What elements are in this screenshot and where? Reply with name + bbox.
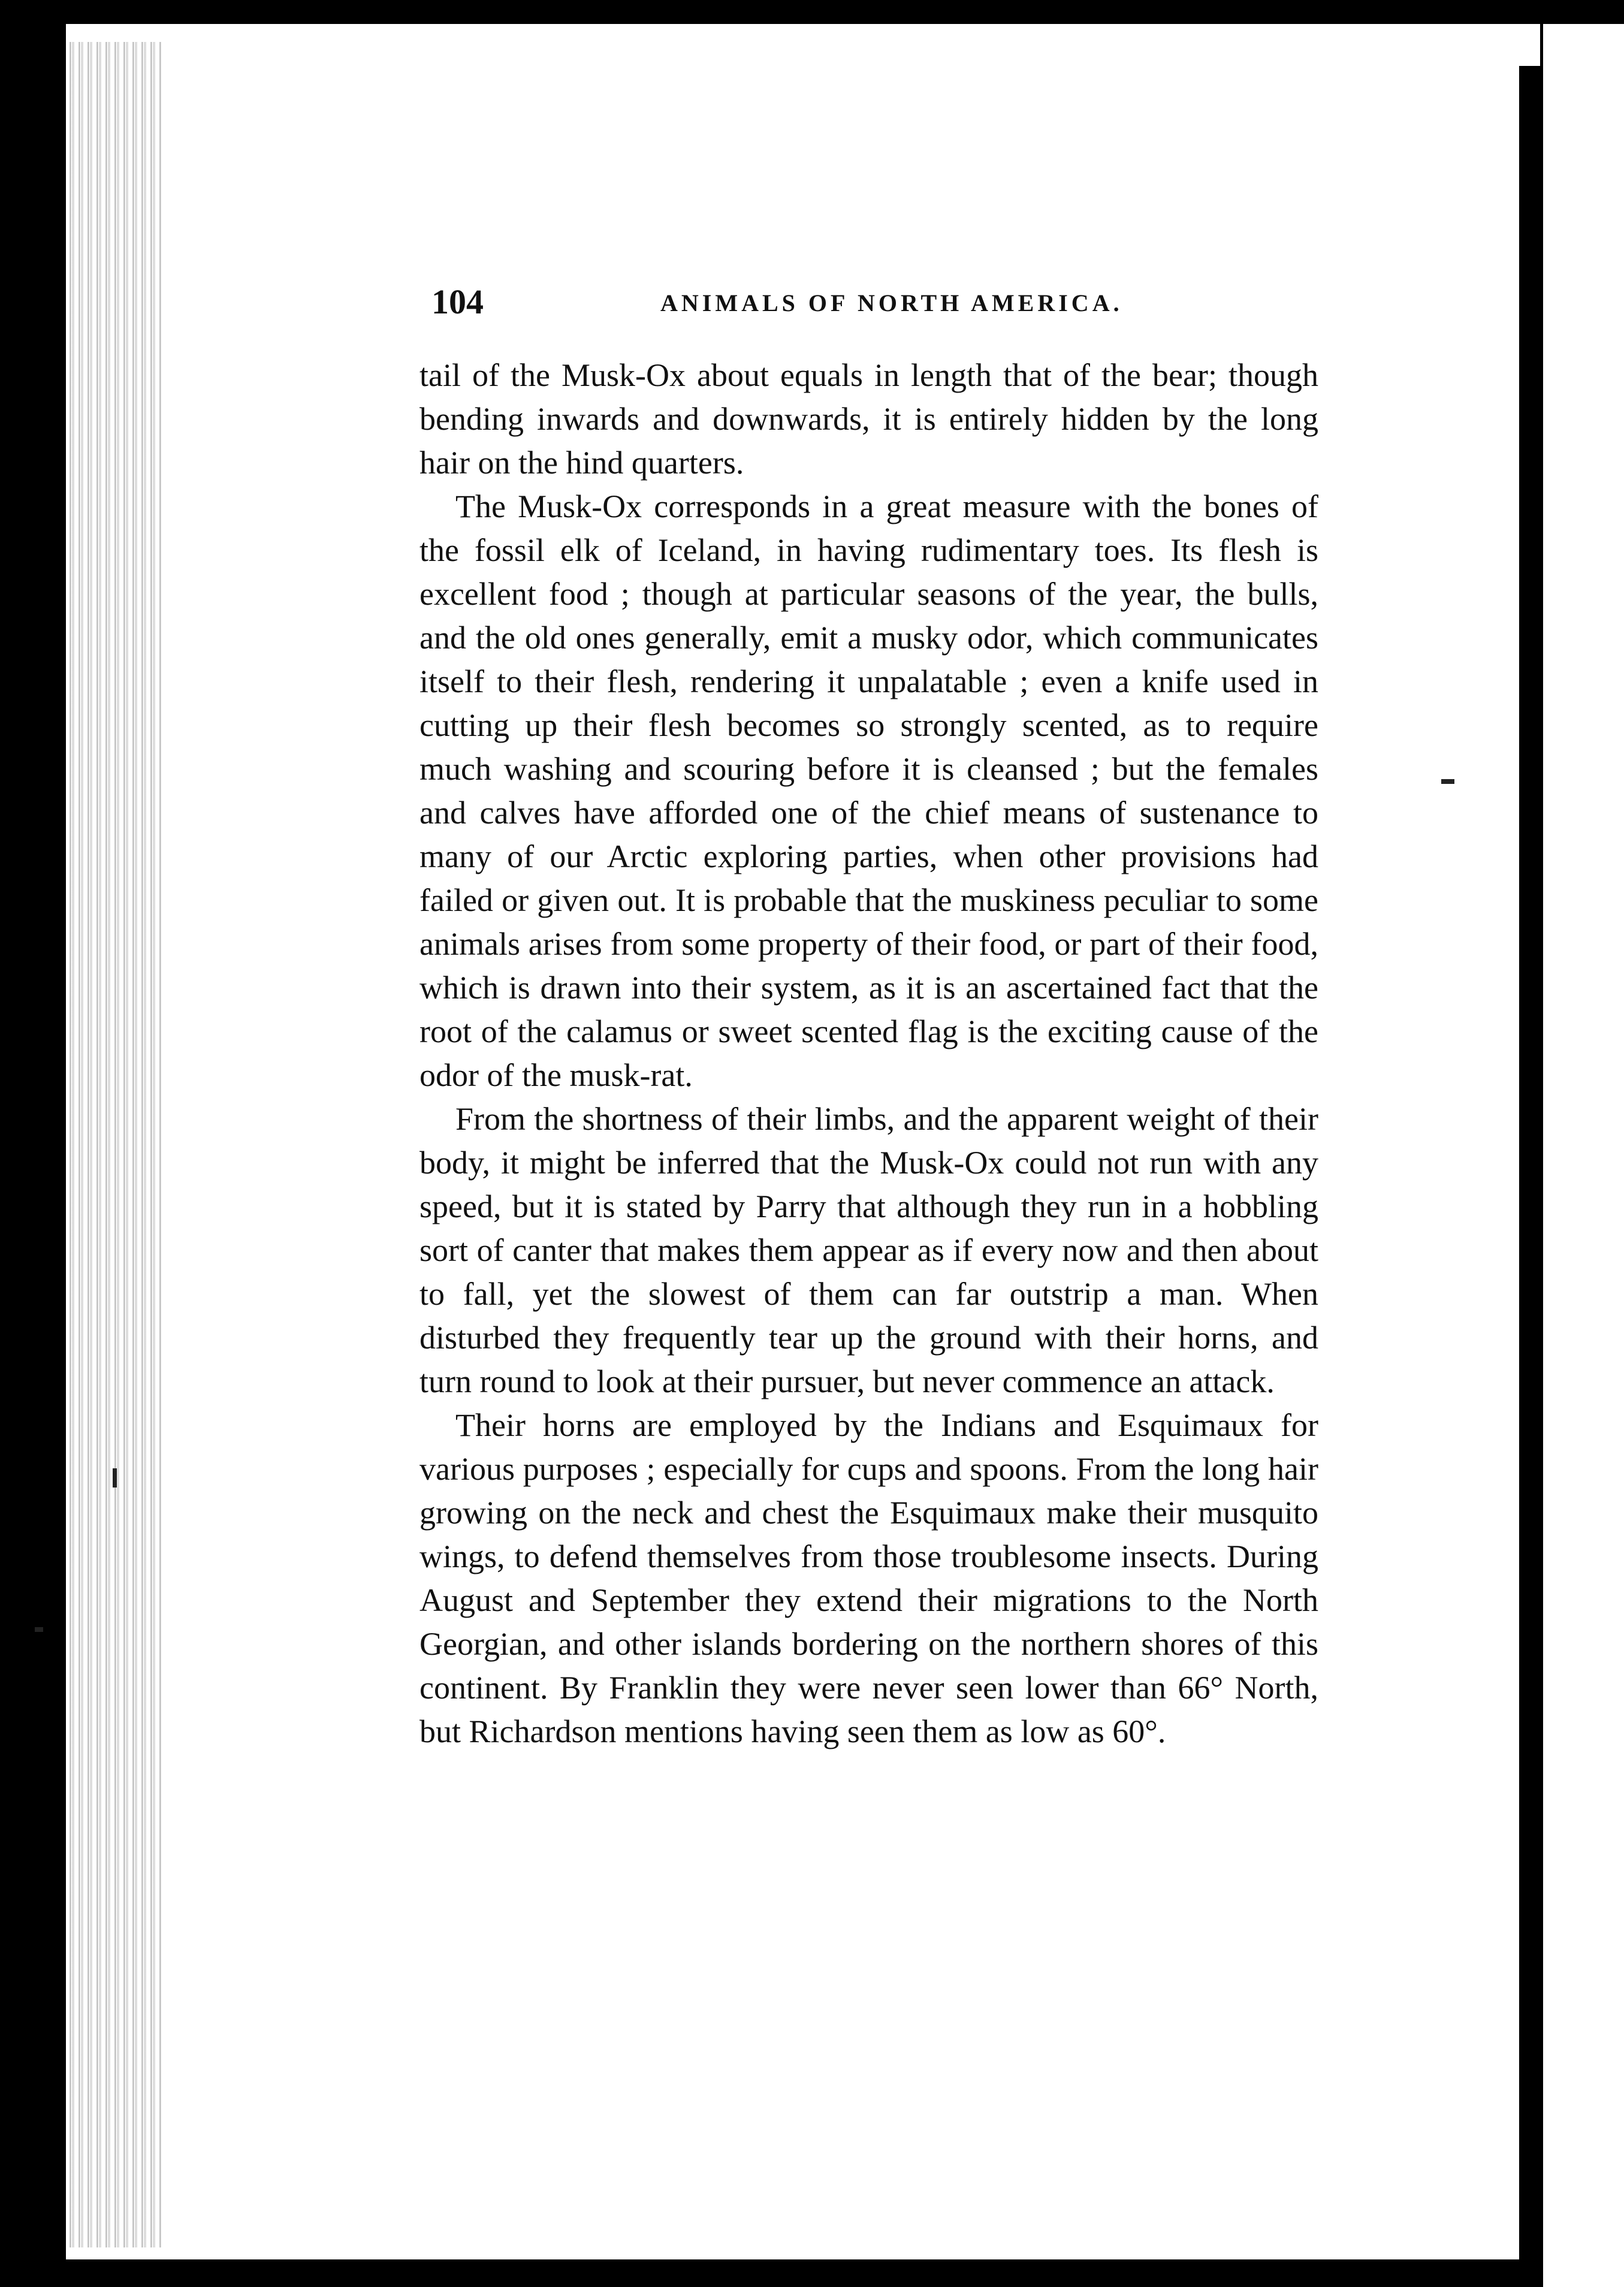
- page-number: 104: [431, 282, 484, 321]
- paragraph-1: tail of the Musk-Ox about equals in length that of the bear; though bending inwards and downwards, it is entirely hidden by the long hair on the hind quarters.: [419, 357, 1318, 481]
- page-edges: [66, 42, 162, 2247]
- running-head: ANIMALS OF NORTH AMERICA.: [660, 289, 1123, 316]
- paragraph-2: The Musk-Ox corresponds in a great measure with the bones of the fossil elk of Iceland, in having rudimentary toes. Its flesh is excellent food ; though at particular seasons of the year, the bulls, and the old ones generally, emit a musky odor, which communicates itself to their flesh, rendering it unpalatable ; even a knife used in cutting up their flesh becomes so strongly scented, as to require much washing and scouring before it is cleansed ; but the females and calves have afforded one of the chief means of sustenance to many of our Arctic exploring parties, when other provisions had failed or given out. It is probable that the muskiness peculiar to some animals arises from some property of their food, or part of their food, which is drawn into their system, as it is an ascertained fact that the root of the calamus or sweet scented flag is the exciting cause of the odor of the musk-rat.: [419, 488, 1318, 1093]
- paragraph-4: Their horns are employed by the Indians and Esquimaux for various purposes ; especially for cups and spoons. From the long hair growing on the neck and chest the Esquimaux make their musquito wings, to defend themselves from those troublesome insects. During August and September they extend their migrations to the North Georgian, and other islands bordering on the northern shores of this continent. By Franklin they were never seen lower than 66° North, but Richardson mentions having seen them as low as 60°.: [419, 1407, 1318, 1749]
- paragraph-3: From the shortness of their limbs, and the apparent weight of their body, it might be inferred that the Musk-Ox could not run with any speed, but it is stated by Parry that although they run in a hobbling sort of canter that makes them appear as if every now and then about to fall, yet the slowest of them can far outstrip a man. When disturbed they frequently tear up the ground with their horns, and turn round to look at their pursuer, but never commence an attack.: [419, 1101, 1318, 1399]
- scan-speck: [35, 1627, 43, 1632]
- gutter-shadow: [1519, 66, 1543, 2259]
- page-header: [431, 282, 1330, 330]
- scan-speck: [1441, 779, 1454, 784]
- facing-page-edge: [1543, 24, 1624, 2287]
- scan-speck: [113, 1468, 117, 1488]
- body-text: [419, 354, 1318, 1754]
